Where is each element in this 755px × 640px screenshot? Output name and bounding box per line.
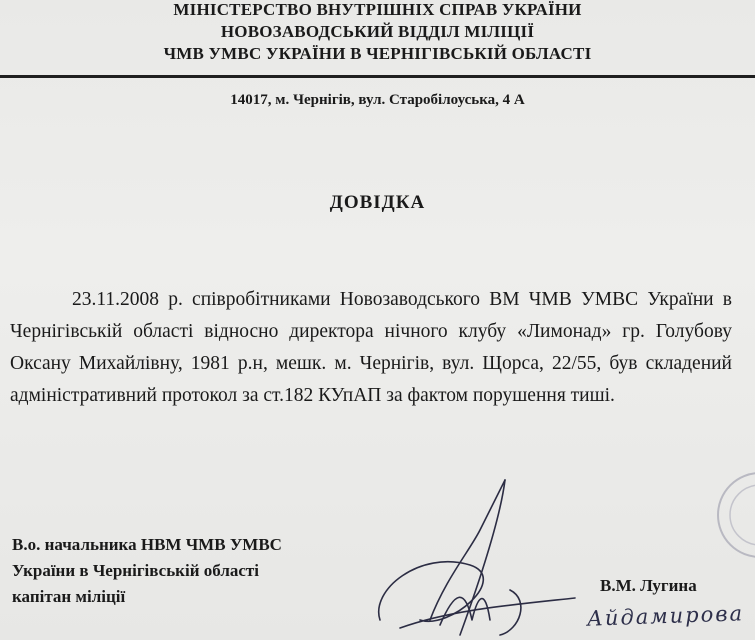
ministry-header: МІНІСТЕРСТВО ВНУТРІШНІХ СПРАВ УКРАЇНИ [173,0,582,19]
header-divider [0,75,755,78]
department-header: НОВОЗАВОДСЬКИЙ ВІДДІЛ МІЛІЦІЇ [220,22,535,41]
body-text: 23.11.2008 р. співробітниками Новозаводського ВМ ЧМВ УМВС України в Чернігівській області відносно директора нічного клубу «Лимонад» гр. Голубову Оксану Михайлівну, 1981 р.н, мешк. м. Чернігів, вул. Щорса, 22/55, був складений адміністративний протокол за ст.182 КУпАП за фактом порушення тиші. [10,289,732,406]
signatory-name: В.М. Лугина [600,576,697,595]
regional-header: ЧМВ УМВС УКРАЇНИ В ЧЕРНІГІВСЬКІЙ ОБЛАСТІ [163,44,592,63]
signatory-position: В.о. начальника НВМ ЧМВ УМВС [12,535,282,554]
stamp-fragment [700,470,755,560]
address-line: 14017, м. Чернігів, вул. Старобілоуська, 4 А [230,92,525,108]
document-title: ДОВІДКА [329,192,426,213]
signatory-region: України в Чернігівській області [12,561,259,580]
handwritten-name: Айдамирова [586,601,745,631]
handwritten-signature [360,470,590,640]
document-body [10,284,732,412]
signatory-block [12,532,282,610]
signatory-rank: капітан міліції [12,587,126,606]
